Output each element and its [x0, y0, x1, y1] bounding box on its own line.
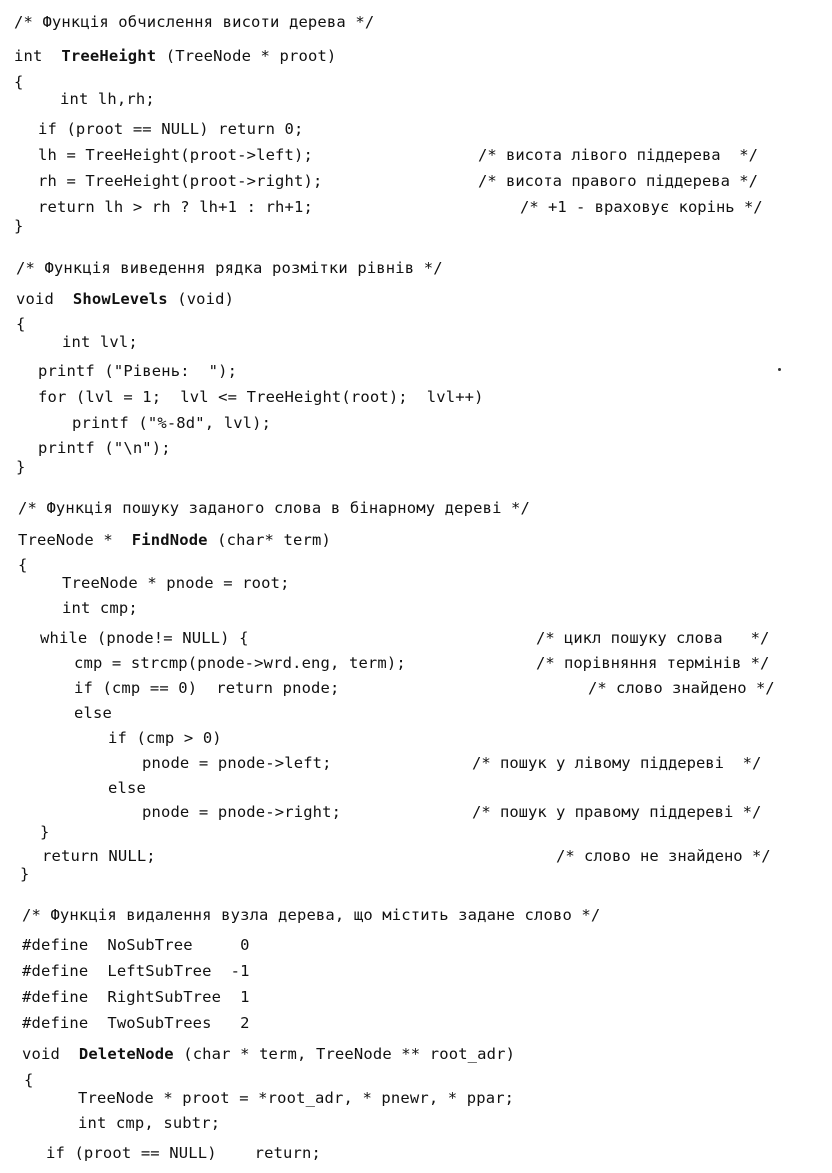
- code-line: printf ("\n");: [38, 439, 171, 457]
- code-line: pnode = pnode->left;: [142, 754, 332, 772]
- brace: {: [16, 315, 26, 333]
- code-line: TreeNode * pnode = root;: [62, 574, 290, 592]
- function-name: FindNode: [131, 531, 208, 549]
- code-comment: /* висота лівого піддерева */: [478, 146, 758, 164]
- define-line: #define RightSubTree 1: [22, 988, 250, 1006]
- brace: }: [14, 217, 24, 235]
- code-line: if (proot == NULL) return 0;: [38, 120, 304, 138]
- code-line: for (lvl = 1; lvl <= TreeHeight(root); lvl++): [38, 388, 484, 406]
- params: (TreeNode * proot): [165, 47, 337, 65]
- code-line: printf ("%-8d", lvl);: [72, 414, 272, 432]
- function-name: TreeHeight: [61, 47, 157, 65]
- brace: }: [40, 823, 50, 841]
- define-line: #define TwoSubTrees 2: [22, 1014, 250, 1032]
- code-line: int cmp, subtr;: [78, 1114, 221, 1132]
- code-line: [22, 1044, 515, 1064]
- brace: {: [14, 73, 24, 91]
- brace: }: [20, 865, 30, 883]
- code-line: int cmp;: [62, 599, 138, 617]
- code-line: if (cmp > 0): [108, 729, 222, 747]
- brace: {: [18, 556, 28, 574]
- code-line: int lh,rh;: [60, 90, 155, 108]
- stray-dot: [778, 368, 781, 371]
- code-comment: /* пошук у лівому піддереві */: [472, 754, 762, 772]
- code-line: pnode = pnode->right;: [142, 803, 342, 821]
- brace: {: [24, 1071, 34, 1089]
- code-line: cmp = strcmp(pnode->wrd.eng, term);: [74, 654, 406, 672]
- code-line: [18, 530, 331, 550]
- define-line: #define LeftSubTree -1: [22, 962, 250, 980]
- params: (void): [177, 290, 235, 308]
- code-comment: /* слово не знайдено */: [556, 847, 771, 865]
- code-line: printf ("Рівень: ");: [38, 362, 238, 380]
- function-name: ShowLevels: [72, 290, 168, 308]
- keyword: void: [16, 290, 54, 308]
- code-line: int lvl;: [62, 333, 138, 351]
- code-comment: /* цикл пошуку слова */: [536, 629, 770, 647]
- comment-tree-height: /* Функція обчислення висоти дерева */: [14, 13, 375, 31]
- function-name: DeleteNode: [78, 1045, 174, 1063]
- code-comment: /* пошук у правому піддереві */: [472, 803, 762, 821]
- define-line: #define NoSubTree 0: [22, 936, 250, 954]
- keyword: int: [14, 47, 43, 65]
- comment-delete-node: /* Функція видалення вузла дерева, що містить задане слово */: [22, 906, 601, 924]
- comment-find-node: /* Функція пошуку заданого слова в бінарному дереві */: [18, 499, 531, 517]
- params: (char * term, TreeNode ** root_adr): [183, 1045, 516, 1063]
- return-type: TreeNode *: [18, 531, 113, 549]
- code-line: else: [108, 779, 146, 797]
- code-line: [16, 289, 234, 309]
- code-line: else: [74, 704, 112, 722]
- code-line: return NULL;: [42, 847, 156, 865]
- code-line: TreeNode * proot = *root_adr, * pnewr, * ppar;: [78, 1089, 515, 1107]
- code-line: if (cmp == 0) return pnode;: [74, 679, 340, 697]
- keyword: void: [22, 1045, 60, 1063]
- code-line: [14, 46, 336, 66]
- comment-show-levels: /* Функція виведення рядка розмітки рівнів */: [16, 259, 443, 277]
- params: (char* term): [217, 531, 331, 549]
- code-comment: /* висота правого піддерева */: [478, 172, 758, 190]
- brace: }: [16, 458, 26, 476]
- code-line: lh = TreeHeight(proot->left);: [38, 146, 313, 164]
- code-comment: /* +1 - враховує корінь */: [520, 198, 763, 216]
- code-line: return lh > rh ? lh+1 : rh+1;: [38, 198, 313, 216]
- code-line: rh = TreeHeight(proot->right);: [38, 172, 323, 190]
- code-comment: /* слово знайдено */: [588, 679, 775, 697]
- code-line: while (pnode!= NULL) {: [40, 629, 249, 647]
- code-line: if (proot == NULL) return;: [46, 1144, 321, 1162]
- code-comment: /* порівняння термінів */: [536, 654, 770, 672]
